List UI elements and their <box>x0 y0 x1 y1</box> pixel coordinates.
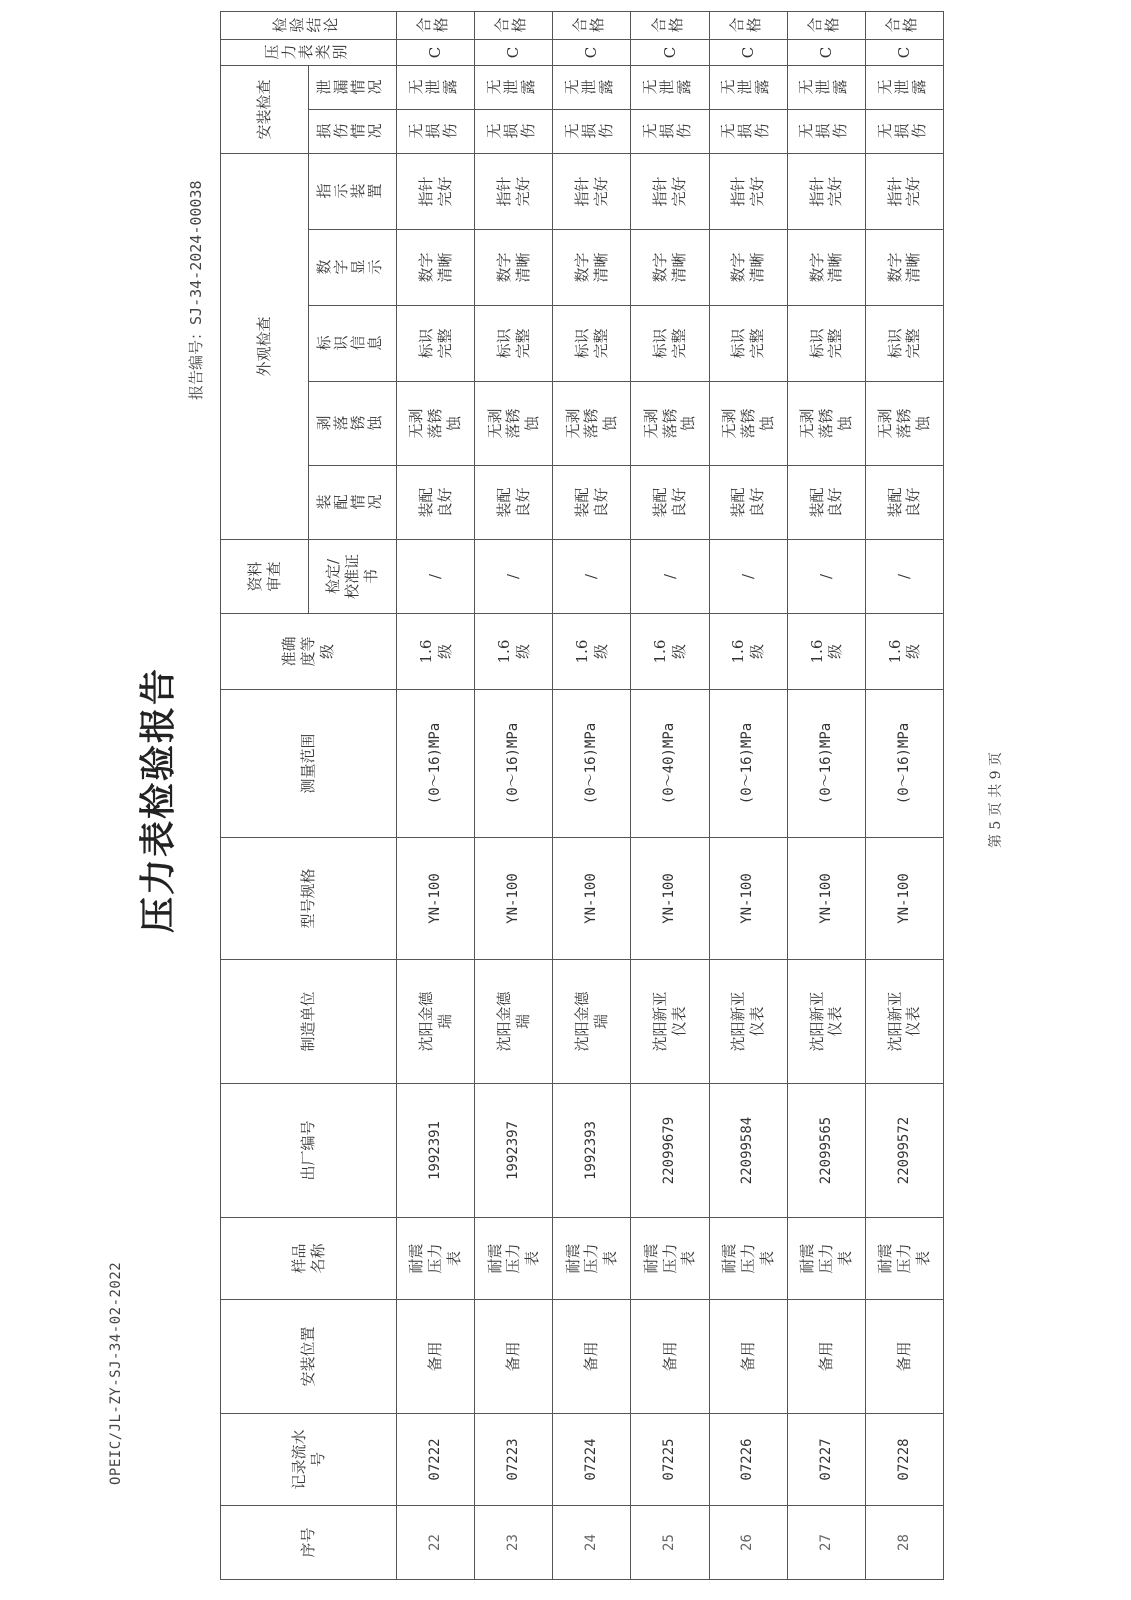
row-pointer: 指针完好 <box>709 154 787 230</box>
row-conclusion: 合格 <box>397 12 475 40</box>
report-number <box>185 180 206 400</box>
header-assembly: 装配情况 <box>309 466 397 540</box>
row-label-info: 标识完整 <box>709 306 787 382</box>
row-sample-name: 耐震压力表 <box>553 1218 631 1300</box>
row-location: 备用 <box>553 1300 631 1414</box>
row-assembly: 装配良好 <box>631 466 709 540</box>
row-pointer: 指针完好 <box>631 154 709 230</box>
row-corrosion: 无剥落锈蚀 <box>787 382 865 466</box>
row-maker: 沈阳新亚仪表 <box>709 960 787 1084</box>
row-sample-name: 耐震压力表 <box>397 1218 475 1300</box>
row-conclusion: 合格 <box>631 12 709 40</box>
row-corrosion: 无剥落锈蚀 <box>709 382 787 466</box>
row-leak: 无泄露 <box>787 66 865 110</box>
row-sample-name: 耐震压力表 <box>865 1218 943 1300</box>
row-model: YN-100 <box>397 838 475 960</box>
row-record-no: 07227 <box>787 1414 865 1506</box>
row-leak: 无泄露 <box>709 66 787 110</box>
header-install: 安装检查 <box>221 66 309 154</box>
row-range: (0～16)MPa <box>475 690 553 838</box>
row-assembly: 装配良好 <box>709 466 787 540</box>
row-serial: 22099572 <box>865 1084 943 1218</box>
row-maker: 沈阳新亚仪表 <box>631 960 709 1084</box>
header-cert: 检定/校准证书 <box>309 540 397 614</box>
table-row <box>787 12 865 1580</box>
row-gauge-class: C <box>631 40 709 66</box>
row-conclusion: 合格 <box>787 12 865 40</box>
row-seq: 26 <box>709 1506 787 1580</box>
row-cert: / <box>865 540 943 614</box>
row-location: 备用 <box>397 1300 475 1414</box>
row-accuracy: 1.6级 <box>709 614 787 690</box>
row-maker: 沈阳金德瑞 <box>397 960 475 1084</box>
header-location: 安装位置 <box>221 1300 397 1414</box>
row-label-info: 标识完整 <box>865 306 943 382</box>
row-record-no: 07223 <box>475 1414 553 1506</box>
row-gauge-class: C <box>865 40 943 66</box>
row-location: 备用 <box>787 1300 865 1414</box>
row-cert: / <box>475 540 553 614</box>
row-corrosion: 无剥落锈蚀 <box>397 382 475 466</box>
row-digit: 数字清晰 <box>631 230 709 306</box>
header-model: 型号规格 <box>221 838 397 960</box>
row-serial: 1992397 <box>475 1084 553 1218</box>
row-assembly: 装配良好 <box>397 466 475 540</box>
row-leak: 无泄露 <box>475 66 553 110</box>
row-accuracy: 1.6级 <box>553 614 631 690</box>
row-seq: 25 <box>631 1506 709 1580</box>
row-label-info: 标识完整 <box>631 306 709 382</box>
row-corrosion: 无剥落锈蚀 <box>553 382 631 466</box>
row-model: YN-100 <box>865 838 943 960</box>
row-range: (0～16)MPa <box>397 690 475 838</box>
row-pointer: 指针完好 <box>397 154 475 230</box>
header-record-no: 记录流水号 <box>221 1414 397 1506</box>
row-leak: 无泄露 <box>865 66 943 110</box>
row-range: (0～40)MPa <box>631 690 709 838</box>
row-digit: 数字清晰 <box>865 230 943 306</box>
table-row <box>865 12 943 1580</box>
inspection-table <box>220 11 944 1580</box>
row-gauge-class: C <box>709 40 787 66</box>
header-digit: 数字显示 <box>309 230 397 306</box>
row-location: 备用 <box>631 1300 709 1414</box>
row-serial: 22099565 <box>787 1084 865 1218</box>
row-digit: 数字清晰 <box>709 230 787 306</box>
row-maker: 沈阳新亚仪表 <box>865 960 943 1084</box>
row-corrosion: 无剥落锈蚀 <box>865 382 943 466</box>
row-maker: 沈阳新亚仪表 <box>787 960 865 1084</box>
header-gauge-class: 压力表类别 <box>221 40 397 66</box>
row-accuracy: 1.6级 <box>787 614 865 690</box>
row-pointer: 指针完好 <box>475 154 553 230</box>
row-conclusion: 合格 <box>709 12 787 40</box>
row-serial: 22099679 <box>631 1084 709 1218</box>
row-label-info: 标识完整 <box>553 306 631 382</box>
row-range: (0～16)MPa <box>787 690 865 838</box>
row-gauge-class: C <box>397 40 475 66</box>
row-maker: 沈阳金德瑞 <box>475 960 553 1084</box>
row-record-no: 07224 <box>553 1414 631 1506</box>
header-range: 测量范围 <box>221 690 397 838</box>
row-accuracy: 1.6级 <box>475 614 553 690</box>
row-cert: / <box>787 540 865 614</box>
page-footer: 第 5 页 共 9 页 <box>988 751 1004 849</box>
header-conclusion: 检验结论 <box>221 12 397 40</box>
row-accuracy: 1.6级 <box>865 614 943 690</box>
header-serial: 出厂编号 <box>221 1084 397 1218</box>
header-seq: 序号 <box>221 1506 397 1580</box>
header-doc-review: 资料审查 <box>221 540 309 614</box>
row-accuracy: 1.6级 <box>397 614 475 690</box>
row-damage: 无损伤 <box>709 110 787 154</box>
row-model: YN-100 <box>787 838 865 960</box>
row-serial: 1992393 <box>553 1084 631 1218</box>
header-accuracy: 准确度等级 <box>221 614 397 690</box>
row-sample-name: 耐震压力表 <box>475 1218 553 1300</box>
row-cert: / <box>631 540 709 614</box>
header-corrosion: 剥落锈蚀 <box>309 382 397 466</box>
header-sample-name: 样品名称 <box>221 1218 397 1300</box>
row-assembly: 装配良好 <box>787 466 865 540</box>
header-label-info: 标识信息 <box>309 306 397 382</box>
row-conclusion: 合格 <box>865 12 943 40</box>
row-assembly: 装配良好 <box>475 466 553 540</box>
row-maker: 沈阳金德瑞 <box>553 960 631 1084</box>
row-range: (0～16)MPa <box>709 690 787 838</box>
header-damage: 损伤情况 <box>309 110 397 154</box>
row-damage: 无损伤 <box>631 110 709 154</box>
row-seq: 28 <box>865 1506 943 1580</box>
row-damage: 无损伤 <box>553 110 631 154</box>
row-location: 备用 <box>475 1300 553 1414</box>
document-code: OPEIC/JL-ZY-SJ-34-02-2022 <box>108 1261 124 1485</box>
row-digit: 数字清晰 <box>553 230 631 306</box>
row-cert: / <box>709 540 787 614</box>
row-corrosion: 无剥落锈蚀 <box>475 382 553 466</box>
row-sample-name: 耐震压力表 <box>709 1218 787 1300</box>
row-label-info: 标识完整 <box>787 306 865 382</box>
row-serial: 22099584 <box>709 1084 787 1218</box>
row-gauge-class: C <box>475 40 553 66</box>
row-gauge-class: C <box>553 40 631 66</box>
report-number-label: 报告编号： <box>187 324 205 400</box>
row-seq: 27 <box>787 1506 865 1580</box>
row-damage: 无损伤 <box>397 110 475 154</box>
page-title: 压力表检验报告 <box>138 667 179 934</box>
row-record-no: 07228 <box>865 1414 943 1506</box>
row-record-no: 07226 <box>709 1414 787 1506</box>
row-cert: / <box>553 540 631 614</box>
row-leak: 无泄露 <box>631 66 709 110</box>
row-label-info: 标识完整 <box>475 306 553 382</box>
row-label-info: 标识完整 <box>397 306 475 382</box>
table-row <box>709 12 787 1580</box>
row-model: YN-100 <box>475 838 553 960</box>
row-range: (0～16)MPa <box>865 690 943 838</box>
row-pointer: 指针完好 <box>553 154 631 230</box>
header-pointer: 指示装置 <box>309 154 397 230</box>
row-damage: 无损伤 <box>475 110 553 154</box>
row-damage: 无损伤 <box>787 110 865 154</box>
row-seq: 23 <box>475 1506 553 1580</box>
row-assembly: 装配良好 <box>865 466 943 540</box>
row-leak: 无泄露 <box>553 66 631 110</box>
row-seq: 22 <box>397 1506 475 1580</box>
row-gauge-class: C <box>787 40 865 66</box>
row-seq: 24 <box>553 1506 631 1580</box>
row-range: (0～16)MPa <box>553 690 631 838</box>
table-row <box>631 12 709 1580</box>
row-model: YN-100 <box>553 838 631 960</box>
row-serial: 1992391 <box>397 1084 475 1218</box>
table-row <box>397 12 475 1580</box>
row-leak: 无泄露 <box>397 66 475 110</box>
row-conclusion: 合格 <box>553 12 631 40</box>
row-pointer: 指针完好 <box>865 154 943 230</box>
row-location: 备用 <box>709 1300 787 1414</box>
table-row <box>553 12 631 1580</box>
row-damage: 无损伤 <box>865 110 943 154</box>
table-row <box>475 12 553 1580</box>
row-location: 备用 <box>865 1300 943 1414</box>
report-number-value: SJ-34-2024-00038 <box>187 180 205 325</box>
row-corrosion: 无剥落锈蚀 <box>631 382 709 466</box>
row-cert: / <box>397 540 475 614</box>
row-model: YN-100 <box>631 838 709 960</box>
row-model: YN-100 <box>709 838 787 960</box>
row-sample-name: 耐震压力表 <box>631 1218 709 1300</box>
row-record-no: 07222 <box>397 1414 475 1506</box>
row-accuracy: 1.6级 <box>631 614 709 690</box>
row-pointer: 指针完好 <box>787 154 865 230</box>
header-leak: 泄漏情况 <box>309 66 397 110</box>
row-digit: 数字清晰 <box>397 230 475 306</box>
header-appearance: 外观检查 <box>221 154 309 540</box>
row-sample-name: 耐震压力表 <box>787 1218 865 1300</box>
row-assembly: 装配良好 <box>553 466 631 540</box>
row-record-no: 07225 <box>631 1414 709 1506</box>
row-digit: 数字清晰 <box>475 230 553 306</box>
header-maker: 制造单位 <box>221 960 397 1084</box>
row-digit: 数字清晰 <box>787 230 865 306</box>
row-conclusion: 合格 <box>475 12 553 40</box>
